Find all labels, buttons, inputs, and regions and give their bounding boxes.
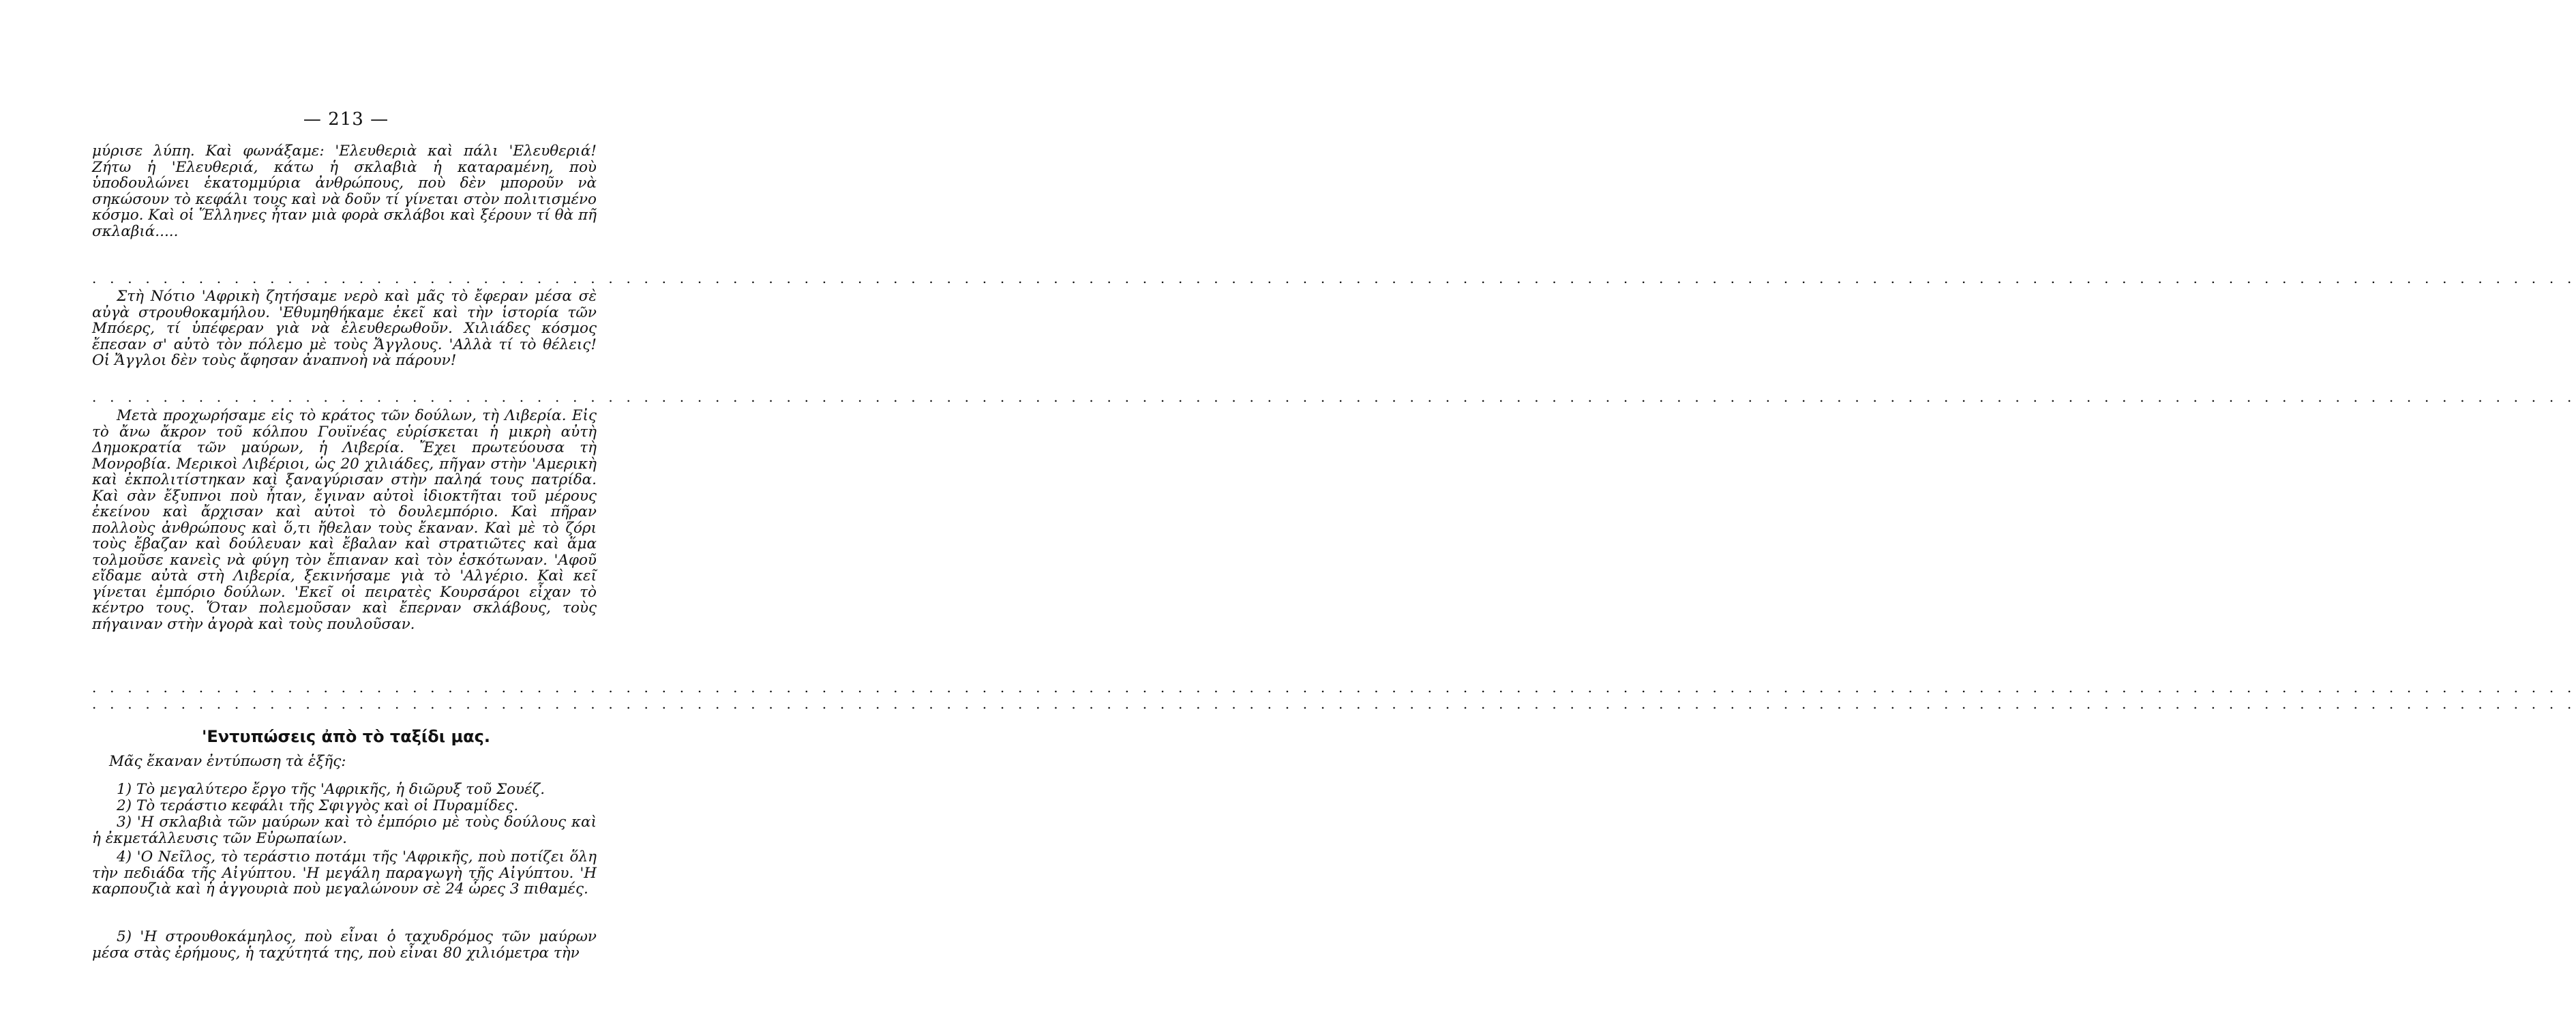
dotted-separator-1: . . . . . . . . . . . . . . . . . . . . . . . . . . . . . . . . . . . . . . . . . . . . . . . . . . . . . . . . . . . . . . . . . . . . . . . . . . . . . . . . . . . . . . . . . . . . . . . . . . . . . . . . . . . . . . . . . . . . . . . . . . . . . . . . . . . . . . . . . . . . bbox=[92, 270, 2576, 286]
page-number: — 213 — bbox=[303, 109, 389, 130]
list-item-4: 4) 'Ο Νεῖλος, τὸ τεράστιο ποτάμι τῆς 'Αφρικῆς, ποὺ ποτίζει ὅλη τὴν πεδιάδα τῆς Αἰγύπτου. 'Η μεγάλη παραγωγὴ τῆς Αἰγύπτου. 'Η καρπουζιὰ καὶ ἡ ἀγγουριὰ ποὺ μεγαλώνουν σὲ 24 ὧρες 3 πιθαμές. bbox=[92, 848, 597, 898]
section-heading: 'Εντυπώσεις ἀπὸ τὸ ταξίδι μας. bbox=[202, 727, 490, 746]
paragraph-1-text: μύρισε λύπη. Καὶ φωνάξαμε: 'Ελευθεριὰ καὶ πάλι 'Ελευθεριά! Ζήτω ἡ 'Ελευθεριά, κάτω ἡ σκλαβιὰ ἡ καταραμένη, ποὺ ὑποδουλώνει ἑκατομμύρια ἀνθρώπους, ποὺ δὲν μποροῦν νὰ σηκώσουν τὸ κεφάλι τους καὶ νὰ δοῦν τί γίνεται στὸν πολιτισμένο κόσμο. Καὶ οἱ Ἕλληνες ἦταν μιὰ φορὰ σκλάβοι καὶ ξέρουν τί θὰ πῆ σκλαβιά..... bbox=[92, 143, 597, 240]
list-item-1: 1) Τὸ μεγαλύτερο ἔργο τῆς 'Αφρικῆς, ἡ διῶρυξ τοῦ Σουέζ. bbox=[117, 781, 545, 798]
list-item-3: 3) 'Η σκλαβιὰ τῶν μαύρων καὶ τὸ ἐμπόριο μὲ τοὺς δούλους καὶ ἡ ἐκμετάλλευσις τῶν Εὐρωπαίων. bbox=[92, 814, 597, 847]
list-item bbox=[92, 782, 597, 798]
paragraph-2 bbox=[92, 288, 597, 369]
dotted-separator-4: . . . . . . . . . . . . . . . . . . . . . . . . . . . . . . . . . . . . . . . . . . . . . . . . . . . . . . . . . . . . . . . . . . . . . . . . . . . . . . . . . . . . . . . . . . . . . . . . . . . . . . . . . . . . . . . . . . . . . . . . . . . . . . . . . . . . . . . . . . . . bbox=[92, 696, 2576, 712]
dotted-separator-3: . . . . . . . . . . . . . . . . . . . . . . . . . . . . . . . . . . . . . . . . . . . . . . . . . . . . . . . . . . . . . . . . . . . . . . . . . . . . . . . . . . . . . . . . . . . . . . . . . . . . . . . . . . . . . . . . . . . . . . . . . . . . . . . . . . . . . . . . . . . . bbox=[92, 679, 2576, 696]
list-item-2: 2) Τὸ τεράστιο κεφάλι τῆς Σφιγγὸς καὶ οἱ Πυραμίδες. bbox=[117, 797, 519, 814]
paragraph-1 bbox=[92, 143, 597, 239]
paragraph-3 bbox=[92, 408, 597, 632]
paragraph-2-text: Στὴ Νότιο 'Αφρικὴ ζητήσαμε νερὸ καὶ μᾶς τὸ ἔφεραν μέσα σὲ αὐγὰ στρουθοκαμήλου. 'Εθυμηθήκαμε ἐκεῖ καὶ τὴν ἱστορία τῶν Μπόερς, τί ὑπέφεραν γιὰ νὰ ἐλευθερωθοῦν. Χιλιάδες κόσμος ἔπεσαν σ' αὐτὸ τὸν πόλεμο μὲ τοὺς Ἄγγλους. 'Αλλὰ τί τὸ θέλεις! Οἱ Ἄγγλοι δὲν τοὺς ἄφησαν ἀναπνοὴ νὰ πάρουν! bbox=[92, 288, 597, 369]
list-item bbox=[92, 814, 597, 846]
list-item-5: 5) 'Η στρουθοκάμηλος, ποὺ εἶναι ὁ ταχυδρόμος τῶν μαύρων μέσα στὰς ἐρήμους, ἡ ταχύτητά της, ποὺ εἶναι 80 χιλιόμετρα τὴν bbox=[92, 928, 597, 962]
paragraph-3-text: Μετὰ προχωρήσαμε εἰς τὸ κράτος τῶν δούλων, τὴ Λιβερία. Εἰς τὸ ἄνω ἄκρον τοῦ κόλπου Γουϊνέας εὑρίσκεται ἡ μικρὴ αὐτὴ Δημοκρατία τῶν μαύρων, ἡ Λιβερία. Ἔχει πρωτεύουσα τὴ Μονροβία. Μερικοὶ Λιβέριοι, ὡς 20 χιλιάδες, πῆγαν στὴν 'Αμερικὴ καὶ ἐκπολιτίστηκαν καὶ ξαναγύρισαν στὴν παληά τους πατρίδα. Καὶ σὰν ἔξυπνοι ποὺ ἦταν, ἔγιναν αὐτοὶ ἰδιοκτῆται τοῦ μέρους ἐκείνου καὶ ἄρχισαν καὶ αὐτοὶ τὸ δουλεμπόριο. Καὶ πῆραν πολλοὺς ἀνθρώπους καὶ ὅ,τι ἤθελαν τοὺς ἔκαναν. Καὶ μὲ τὸ ζόρι τοὺς ἔβαζαν καὶ δούλευαν καὶ ἔβαλαν καὶ στρατιῶτες καὶ ἅμα τολμοῦσε κανεὶς νὰ φύγη τὸν ἔπιαναν καὶ τὸν ἐσκότωναν. 'Αφοῦ εἴδαμε αὐτὰ στὴ Λιβερία, ξεκινήσαμε γιὰ τὸ 'Αλγέριο. Καὶ κεῖ γίνεται ἐμπόριο δούλων. 'Εκεῖ οἱ πειρατὲς Κουρσάροι εἶχαν τὸ κέντρο τους. Ὅταν πολεμοῦσαν καὶ ἔπερναν σκλάβους, τοὺς πήγαιναν στὴν ἀγορὰ καὶ τοὺς πουλοῦσαν. bbox=[92, 407, 597, 633]
list-item bbox=[92, 849, 597, 898]
list-item bbox=[92, 929, 597, 961]
dotted-separator-2: . . . . . . . . . . . . . . . . . . . . . . . . . . . . . . . . . . . . . . . . . . . . . . . . . . . . . . . . . . . . . . . . . . . . . . . . . . . . . . . . . . . . . . . . . . . . . . . . . . . . . . . . . . . . . . . . . . . . . . . . . . . . . . . . . . . . . . . . . . . . bbox=[92, 389, 2576, 405]
list-intro: Μᾶς ἔκαναν ἐντύπωση τὰ ἑξῆς: bbox=[109, 753, 346, 770]
list-item bbox=[92, 798, 597, 814]
